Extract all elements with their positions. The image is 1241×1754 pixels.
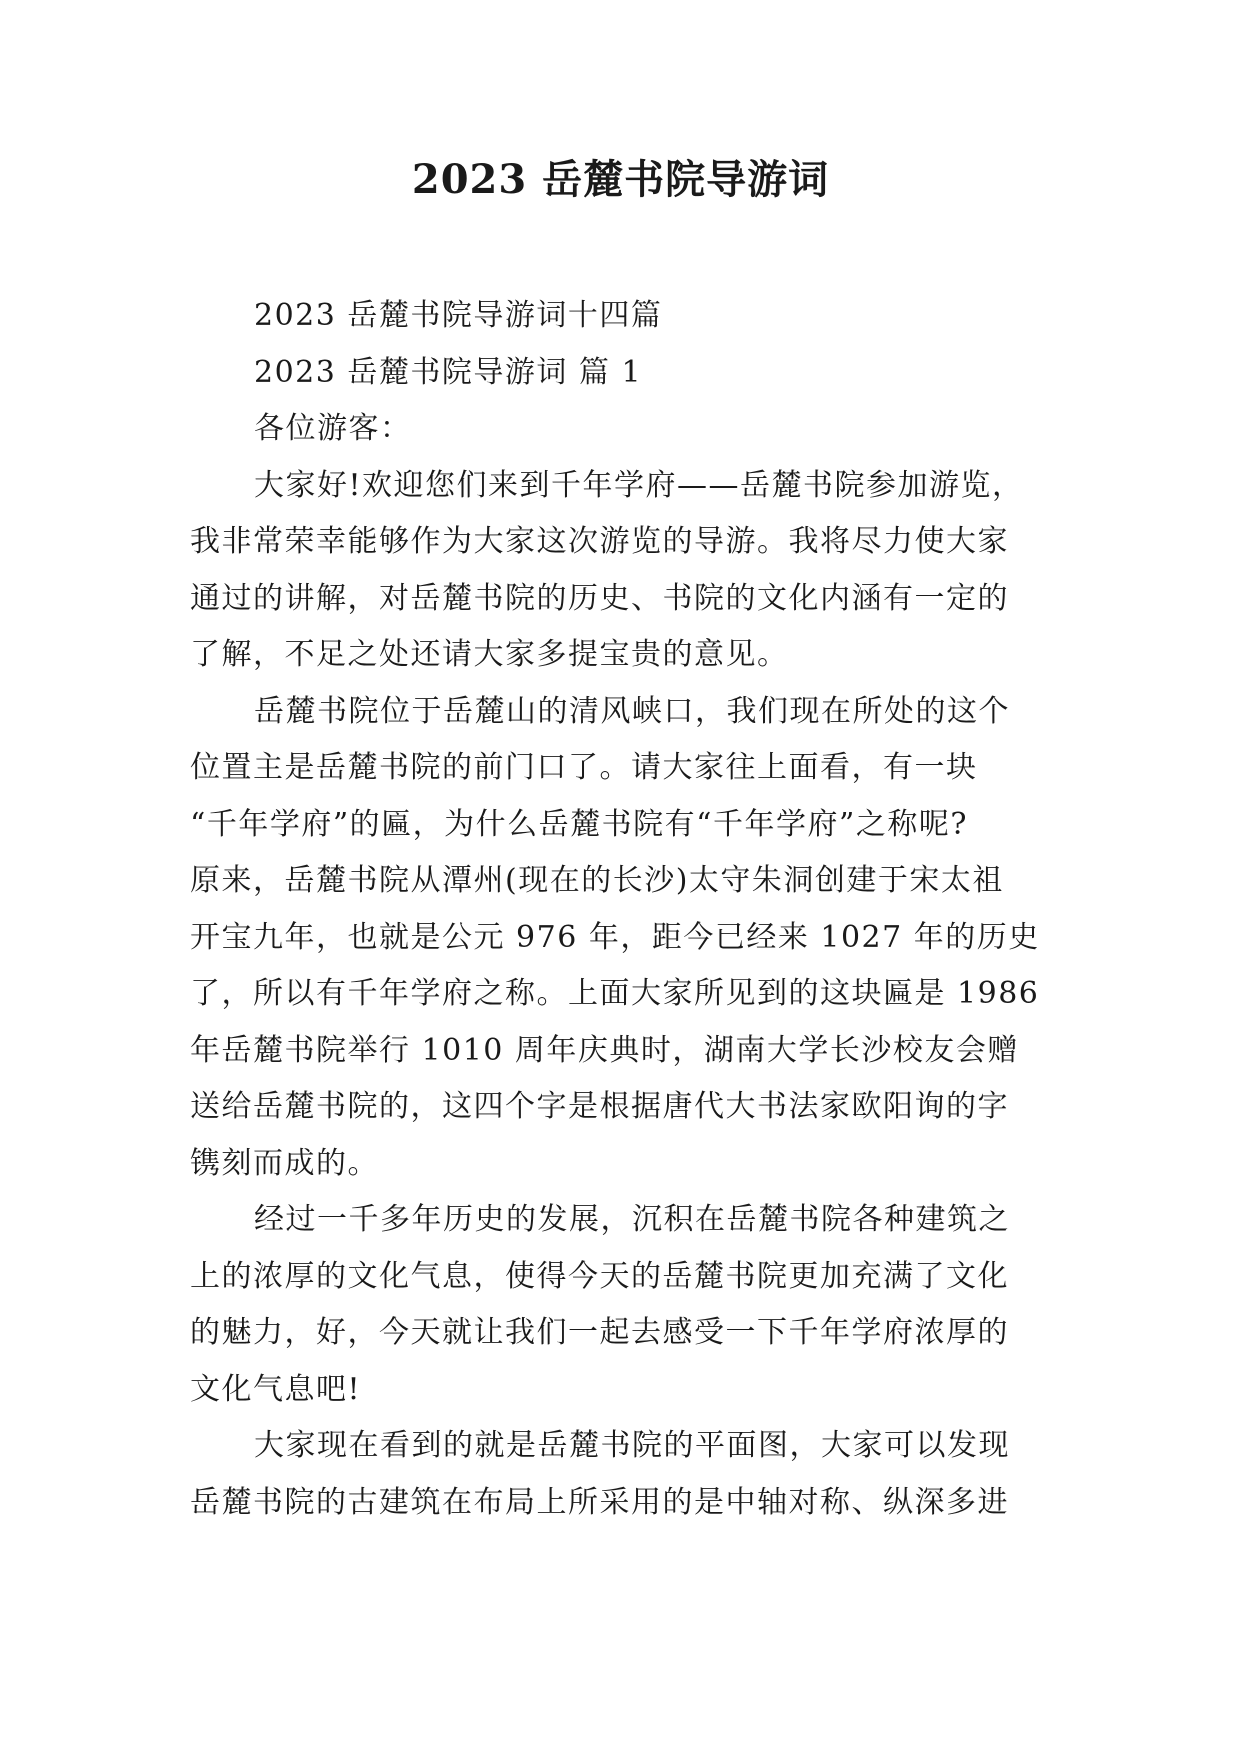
text-line: 了，所以有千年学府之称。上面大家所见到的这块匾是 1986 — [190, 976, 1040, 1011]
text-line: 送给岳麓书院的，这四个字是根据唐代大书法家欧阳询的字 — [190, 1089, 1009, 1124]
document-body — [190, 288, 1066, 1531]
text-line: 镌刻而成的。 — [190, 1145, 379, 1181]
text-line: 文化气息吧! — [190, 1371, 362, 1407]
text-line: 通过的讲解，对岳麓书院的历史、书院的文化内涵有一定的 — [190, 580, 1009, 616]
text-line: 开宝九年，也就是公元 976 年，距今已经来 1027 年的历史 — [190, 919, 1040, 955]
text-line: 各位游客： — [254, 411, 412, 446]
text-line: 我非常荣幸能够作为大家这次游览的导游。我将尽力使大家 — [190, 524, 1009, 559]
text-line: 原来，岳麓书院从潭州(现在的长沙)太守朱洞创建于宋太祖 — [190, 863, 1004, 898]
text-line: 2023 岳麓书院导游词十四篇 — [254, 298, 663, 333]
text-line: 大家好!欢迎您们来到千年学府——岳麓书院参加游览， — [254, 467, 1024, 503]
text-line: 的魅力，好，今天就让我们一起去感受一下千年学府浓厚的 — [190, 1315, 1009, 1350]
text-line: 上的浓厚的文化气息，使得今天的岳麓书院更加充满了文化 — [190, 1258, 1009, 1294]
text-line: 岳麓书院位于岳麓山的清风峡口，我们现在所处的这个 — [254, 693, 1010, 729]
document-title: 2023 岳麓书院导游词 — [411, 156, 830, 203]
text-line: 经过一千多年历史的发展，沉积在岳麓书院各种建筑之 — [254, 1202, 1010, 1237]
text-line: 岳麓书院的古建筑在布局上所采用的是中轴对称、纵深多进 — [190, 1484, 1009, 1520]
text-line: 了解，不足之处还请大家多提宝贵的意见。 — [190, 637, 789, 672]
text-line: 位置主是岳麓书院的前门口了。请大家往上面看，有一块 — [190, 750, 978, 785]
text-line: 2023 岳麓书院导游词 篇 1 — [254, 354, 643, 390]
text-line: 年岳麓书院举行 1010 周年庆典时，湖南大学长沙校友会赠 — [190, 1032, 1019, 1068]
text-line: 大家现在看到的就是岳麓书院的平面图，大家可以发现 — [254, 1428, 1010, 1463]
text-line: “千年学府”的匾，为什么岳麓书院有“千年学府”之称呢? — [190, 806, 968, 842]
